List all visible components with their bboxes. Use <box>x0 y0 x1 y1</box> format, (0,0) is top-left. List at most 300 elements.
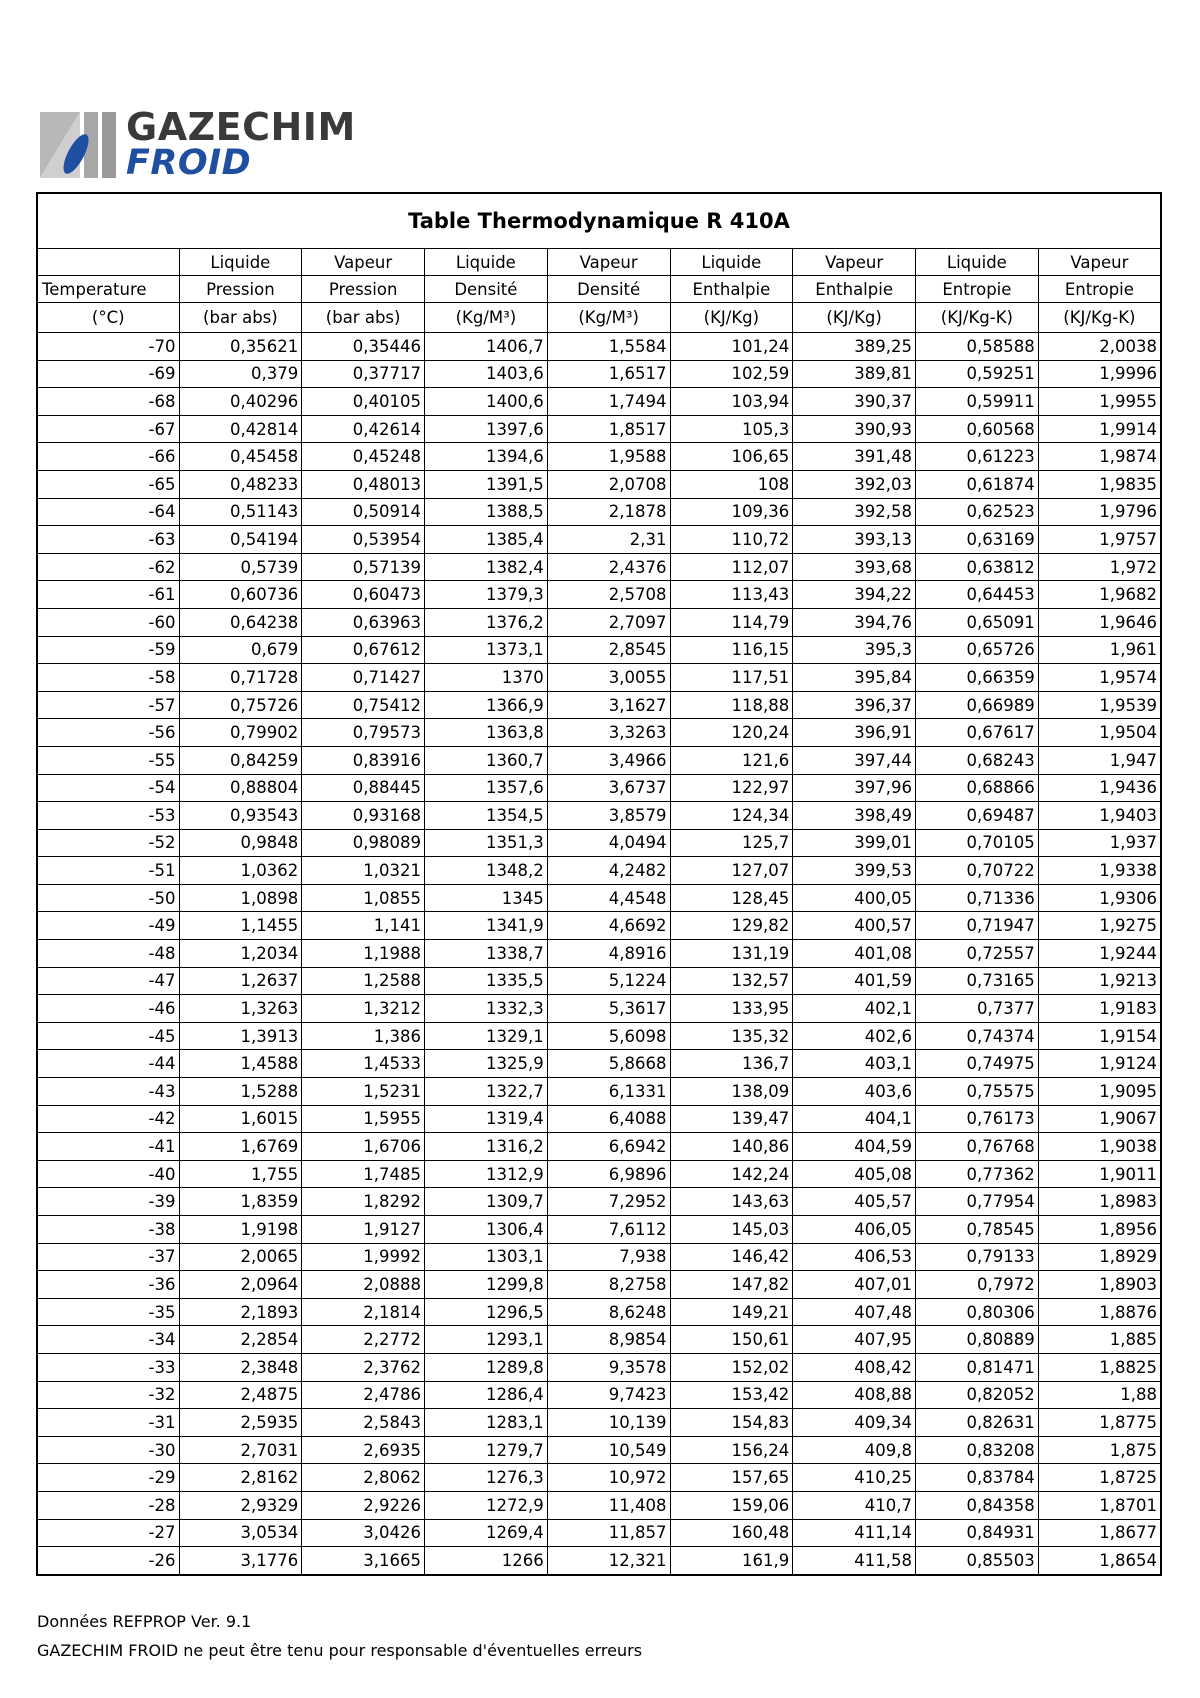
table-cell: -53 <box>37 802 179 830</box>
table-body <box>37 333 1161 1575</box>
header-cell: (KJ/Kg) <box>670 303 793 333</box>
table-cell: -41 <box>37 1133 179 1161</box>
header-cell: Densité <box>425 276 548 303</box>
table-cell: 0,75412 <box>302 691 425 719</box>
table-cell: 2,7097 <box>547 608 670 636</box>
table-cell: -29 <box>37 1464 179 1492</box>
table-cell: 2,5843 <box>302 1409 425 1437</box>
table-cell: 1,8725 <box>1038 1464 1161 1492</box>
table-cell: 12,321 <box>547 1547 670 1575</box>
table-cell: 152,02 <box>670 1353 793 1381</box>
table-cell: 0,83784 <box>916 1464 1039 1492</box>
table-cell: 1360,7 <box>425 746 548 774</box>
table-cell: 121,6 <box>670 746 793 774</box>
table-row <box>37 1160 1161 1188</box>
table-cell: -61 <box>37 581 179 609</box>
table-cell: 0,66359 <box>916 664 1039 692</box>
header-cell: Pression <box>302 276 425 303</box>
table-cell: 1,8654 <box>1038 1547 1161 1575</box>
table-cell: -65 <box>37 470 179 498</box>
header-cell: Liquide <box>179 249 302 276</box>
table-cell: 395,3 <box>793 636 916 664</box>
table-cell: 1406,7 <box>425 333 548 361</box>
table-cell: 5,6098 <box>547 1022 670 1050</box>
table-cell: 143,63 <box>670 1188 793 1216</box>
table-cell: -35 <box>37 1298 179 1326</box>
header-cell: (bar abs) <box>179 303 302 333</box>
table-cell: 2,8162 <box>179 1464 302 1492</box>
company-logo <box>40 106 356 182</box>
table-cell: 389,25 <box>793 333 916 361</box>
table-cell: 0,78545 <box>916 1216 1039 1244</box>
table-cell: -30 <box>37 1436 179 1464</box>
table-cell: 146,42 <box>670 1243 793 1271</box>
table-cell: 3,0534 <box>179 1519 302 1547</box>
table-cell: 1345 <box>425 884 548 912</box>
table-cell: 396,91 <box>793 719 916 747</box>
table-cell: 1,9338 <box>1038 857 1161 885</box>
table-cell: 1,8929 <box>1038 1243 1161 1271</box>
table-cell: 0,35446 <box>302 333 425 361</box>
table-title-row <box>37 193 1161 249</box>
table-cell: 1303,1 <box>425 1243 548 1271</box>
table-cell: 116,15 <box>670 636 793 664</box>
table-row <box>37 1022 1161 1050</box>
table-row <box>37 912 1161 940</box>
table-cell: 1332,3 <box>425 995 548 1023</box>
table-cell: 1,5584 <box>547 333 670 361</box>
table-cell: 1379,3 <box>425 581 548 609</box>
table-cell: 1,8956 <box>1038 1216 1161 1244</box>
header-cell: (Kg/M³) <box>547 303 670 333</box>
table-cell: 0,74975 <box>916 1050 1039 1078</box>
table-cell: 1,8983 <box>1038 1188 1161 1216</box>
table-row <box>37 581 1161 609</box>
table-row <box>37 553 1161 581</box>
table-cell: 1,0898 <box>179 884 302 912</box>
table-row <box>37 608 1161 636</box>
table-cell: 0,59251 <box>916 360 1039 388</box>
table-cell: 1400,6 <box>425 388 548 416</box>
table-row <box>37 802 1161 830</box>
table-cell: 1,5955 <box>302 1105 425 1133</box>
table-cell: 0,50914 <box>302 498 425 526</box>
table-cell: 397,96 <box>793 774 916 802</box>
table-cell: 0,79133 <box>916 1243 1039 1271</box>
disclaimer-note: GAZECHIM FROID ne peut être tenu pour responsable d'éventuelles erreurs <box>37 1641 643 1660</box>
table-cell: 0,5739 <box>179 553 302 581</box>
table-cell: 0,61223 <box>916 443 1039 471</box>
table-cell: 0,71427 <box>302 664 425 692</box>
table-cell: 2,0708 <box>547 470 670 498</box>
table-cell: 3,0055 <box>547 664 670 692</box>
table-cell: 112,07 <box>670 553 793 581</box>
table-cell: -27 <box>37 1519 179 1547</box>
table-cell: 102,59 <box>670 360 793 388</box>
table-cell: -26 <box>37 1547 179 1575</box>
table-cell: 1,9275 <box>1038 912 1161 940</box>
table-cell: 1,88 <box>1038 1381 1161 1409</box>
table-cell: 1306,4 <box>425 1216 548 1244</box>
table-cell: -44 <box>37 1050 179 1078</box>
table-cell: 110,72 <box>670 526 793 554</box>
table-cell: 0,80306 <box>916 1298 1039 1326</box>
table-cell: 0,71728 <box>179 664 302 692</box>
table-cell: 0,84259 <box>179 746 302 774</box>
table-row <box>37 1133 1161 1161</box>
table-cell: 399,53 <box>793 857 916 885</box>
table-cell: 399,01 <box>793 829 916 857</box>
table-cell: 1,0855 <box>302 884 425 912</box>
header-cell: (KJ/Kg-K) <box>916 303 1039 333</box>
table-cell: 0,75575 <box>916 1078 1039 1106</box>
header-cell: Entropie <box>1038 276 1161 303</box>
table-cell: 0,71947 <box>916 912 1039 940</box>
table-cell: -34 <box>37 1326 179 1354</box>
table-cell: 409,8 <box>793 1436 916 1464</box>
table-cell: 1,8903 <box>1038 1271 1161 1299</box>
header-row-units <box>37 303 1161 333</box>
header-cell: Enthalpie <box>793 276 916 303</box>
table-cell: 394,76 <box>793 608 916 636</box>
table-cell: 3,1665 <box>302 1547 425 1575</box>
table-cell: -62 <box>37 553 179 581</box>
table-row <box>37 498 1161 526</box>
table-cell: -69 <box>37 360 179 388</box>
table-cell: -58 <box>37 664 179 692</box>
table-cell: 1,9306 <box>1038 884 1161 912</box>
table-cell: 0,57139 <box>302 553 425 581</box>
table-cell: 1,3263 <box>179 995 302 1023</box>
table-cell: 1,9154 <box>1038 1022 1161 1050</box>
table-cell: 1329,1 <box>425 1022 548 1050</box>
table-cell: 1299,8 <box>425 1271 548 1299</box>
table-cell: 410,7 <box>793 1491 916 1519</box>
table-cell: -64 <box>37 498 179 526</box>
table-cell: 1,9955 <box>1038 388 1161 416</box>
table-cell: 1335,5 <box>425 967 548 995</box>
table-cell: 105,3 <box>670 415 793 443</box>
table-cell: 118,88 <box>670 691 793 719</box>
table-cell: 0,679 <box>179 636 302 664</box>
table-cell: 1388,5 <box>425 498 548 526</box>
table-cell: 8,9854 <box>547 1326 670 1354</box>
table-row <box>37 829 1161 857</box>
table-row <box>37 1381 1161 1409</box>
table-cell: 406,53 <box>793 1243 916 1271</box>
header-cell: (Kg/M³) <box>425 303 548 333</box>
table-cell: 1,9992 <box>302 1243 425 1271</box>
table-cell: 0,54194 <box>179 526 302 554</box>
table-cell: 127,07 <box>670 857 793 885</box>
table-cell: 0,70722 <box>916 857 1039 885</box>
table-cell: 1,6706 <box>302 1133 425 1161</box>
table-cell: 1,8292 <box>302 1188 425 1216</box>
table-cell: 1348,2 <box>425 857 548 885</box>
table-cell: 0,7972 <box>916 1271 1039 1299</box>
table-cell: -67 <box>37 415 179 443</box>
table-cell: 0,65091 <box>916 608 1039 636</box>
table-cell: -48 <box>37 940 179 968</box>
table-cell: 2,4875 <box>179 1381 302 1409</box>
table-cell: 0,81471 <box>916 1353 1039 1381</box>
table-cell: 1,9403 <box>1038 802 1161 830</box>
table-cell: 156,24 <box>670 1436 793 1464</box>
table-cell: 405,57 <box>793 1188 916 1216</box>
table-cell: 1391,5 <box>425 470 548 498</box>
header-cell: (bar abs) <box>302 303 425 333</box>
table-row <box>37 1078 1161 1106</box>
table-row <box>37 1519 1161 1547</box>
table-cell: 1,8775 <box>1038 1409 1161 1437</box>
table-cell: -40 <box>37 1160 179 1188</box>
table-cell: 1,4533 <box>302 1050 425 1078</box>
table-cell: 3,0426 <box>302 1519 425 1547</box>
table-cell: 132,57 <box>670 967 793 995</box>
table-cell: 11,857 <box>547 1519 670 1547</box>
table-cell: 1,9213 <box>1038 967 1161 995</box>
table-cell: 2,5708 <box>547 581 670 609</box>
table-row <box>37 691 1161 719</box>
table-cell: 2,9226 <box>302 1491 425 1519</box>
table-row <box>37 1050 1161 1078</box>
table-cell: 1,9038 <box>1038 1133 1161 1161</box>
table-cell: 1,961 <box>1038 636 1161 664</box>
table-cell: 407,48 <box>793 1298 916 1326</box>
table-row <box>37 884 1161 912</box>
table-cell: 2,0038 <box>1038 333 1161 361</box>
table-cell: 0,85503 <box>916 1547 1039 1575</box>
table-cell: 394,22 <box>793 581 916 609</box>
table-cell: 0,61874 <box>916 470 1039 498</box>
table-cell: -47 <box>37 967 179 995</box>
table-cell: 1366,9 <box>425 691 548 719</box>
table-cell: 1,885 <box>1038 1326 1161 1354</box>
table-cell: 8,6248 <box>547 1298 670 1326</box>
table-cell: 393,68 <box>793 553 916 581</box>
table-cell: 135,32 <box>670 1022 793 1050</box>
table-cell: 109,36 <box>670 498 793 526</box>
table-cell: 3,6737 <box>547 774 670 802</box>
table-cell: 1,4588 <box>179 1050 302 1078</box>
table-row <box>37 774 1161 802</box>
table-cell: 1,0321 <box>302 857 425 885</box>
table-cell: 400,05 <box>793 884 916 912</box>
table-cell: 1385,4 <box>425 526 548 554</box>
table-row <box>37 967 1161 995</box>
table-cell: 136,7 <box>670 1050 793 1078</box>
table-cell: 1,9504 <box>1038 719 1161 747</box>
table-cell: 2,0888 <box>302 1271 425 1299</box>
table-cell: 397,44 <box>793 746 916 774</box>
table-cell: 3,1627 <box>547 691 670 719</box>
table-cell: 1,7494 <box>547 388 670 416</box>
table-cell: 1341,9 <box>425 912 548 940</box>
table-cell: 7,6112 <box>547 1216 670 1244</box>
header-row-phase <box>37 249 1161 276</box>
header-cell: Enthalpie <box>670 276 793 303</box>
table-row <box>37 1409 1161 1437</box>
table-cell: 1403,6 <box>425 360 548 388</box>
table-cell: 142,24 <box>670 1160 793 1188</box>
table-cell: 6,9896 <box>547 1160 670 1188</box>
table-cell: 389,81 <box>793 360 916 388</box>
table-cell: 1363,8 <box>425 719 548 747</box>
table-cell: 1,9095 <box>1038 1078 1161 1106</box>
table-cell: -33 <box>37 1353 179 1381</box>
table-cell: 0,84358 <box>916 1491 1039 1519</box>
table-cell: 1,9914 <box>1038 415 1161 443</box>
table-cell: 139,47 <box>670 1105 793 1133</box>
header-cell: Densité <box>547 276 670 303</box>
table-cell: -68 <box>37 388 179 416</box>
table-cell: 1,8359 <box>179 1188 302 1216</box>
table-cell: 10,549 <box>547 1436 670 1464</box>
table-cell: 1289,8 <box>425 1353 548 1381</box>
table-cell: 1,9127 <box>302 1216 425 1244</box>
table-cell: 1316,2 <box>425 1133 548 1161</box>
table-cell: 400,57 <box>793 912 916 940</box>
table-cell: 145,03 <box>670 1216 793 1244</box>
table-cell: -54 <box>37 774 179 802</box>
table-cell: 0,77954 <box>916 1188 1039 1216</box>
header-cell: (KJ/Kg-K) <box>1038 303 1161 333</box>
table-cell: 1,1455 <box>179 912 302 940</box>
table-cell: 161,9 <box>670 1547 793 1575</box>
table-cell: 392,03 <box>793 470 916 498</box>
table-cell: 0,88804 <box>179 774 302 802</box>
table-row <box>37 1353 1161 1381</box>
table-cell: 0,60473 <box>302 581 425 609</box>
table-row <box>37 940 1161 968</box>
header-cell: Pression <box>179 276 302 303</box>
table-row <box>37 746 1161 774</box>
table-cell: -66 <box>37 443 179 471</box>
table-cell: 128,45 <box>670 884 793 912</box>
header-cell: Vapeur <box>1038 249 1161 276</box>
table-cell: 1,9067 <box>1038 1105 1161 1133</box>
table-cell: 1,8517 <box>547 415 670 443</box>
table-cell: 1279,7 <box>425 1436 548 1464</box>
table-cell: 406,05 <box>793 1216 916 1244</box>
table-cell: 5,3617 <box>547 995 670 1023</box>
table-cell: 1,9539 <box>1038 691 1161 719</box>
table-cell: 390,37 <box>793 388 916 416</box>
table-cell: -45 <box>37 1022 179 1050</box>
table-cell: 3,4966 <box>547 746 670 774</box>
table-cell: 0,63812 <box>916 553 1039 581</box>
table-cell: 0,51143 <box>179 498 302 526</box>
table-cell: 0,84931 <box>916 1519 1039 1547</box>
table-cell: 1,6015 <box>179 1105 302 1133</box>
table-row <box>37 1491 1161 1519</box>
table-cell: 1,9996 <box>1038 360 1161 388</box>
table-cell: -37 <box>37 1243 179 1271</box>
table-cell: 1376,2 <box>425 608 548 636</box>
table-cell: 404,1 <box>793 1105 916 1133</box>
table-cell: 6,6942 <box>547 1133 670 1161</box>
table-row <box>37 526 1161 554</box>
table-cell: 0,88445 <box>302 774 425 802</box>
table-row <box>37 1547 1161 1575</box>
table-row <box>37 443 1161 471</box>
table-cell: 1373,1 <box>425 636 548 664</box>
table-cell: 1,9574 <box>1038 664 1161 692</box>
table-cell: 0,42814 <box>179 415 302 443</box>
table-cell: 0,75726 <box>179 691 302 719</box>
table-cell: 1,3913 <box>179 1022 302 1050</box>
table-cell: 7,2952 <box>547 1188 670 1216</box>
table-cell: 0,93543 <box>179 802 302 830</box>
table-cell: 2,7031 <box>179 1436 302 1464</box>
header-cell: Liquide <box>916 249 1039 276</box>
table-cell: 3,1776 <box>179 1547 302 1575</box>
table-cell: 404,59 <box>793 1133 916 1161</box>
header-cell: Vapeur <box>547 249 670 276</box>
table-cell: 1276,3 <box>425 1464 548 1492</box>
table-cell: 0,93168 <box>302 802 425 830</box>
table-cell: 2,3762 <box>302 1353 425 1381</box>
table-cell: 410,25 <box>793 1464 916 1492</box>
table-cell: -49 <box>37 912 179 940</box>
table-cell: 3,3263 <box>547 719 670 747</box>
table-cell: 1325,9 <box>425 1050 548 1078</box>
table-cell: -46 <box>37 995 179 1023</box>
table-cell: 0,42614 <box>302 415 425 443</box>
table-cell: 8,2758 <box>547 1271 670 1299</box>
table-cell: 11,408 <box>547 1491 670 1519</box>
table-cell: 131,19 <box>670 940 793 968</box>
table-cell: 0,83916 <box>302 746 425 774</box>
table-row <box>37 719 1161 747</box>
table-cell: 403,6 <box>793 1078 916 1106</box>
table-cell: 140,86 <box>670 1133 793 1161</box>
table-cell: 4,8916 <box>547 940 670 968</box>
table-cell: 1,937 <box>1038 829 1161 857</box>
table-cell: 402,1 <box>793 995 916 1023</box>
header-cell: Entropie <box>916 276 1039 303</box>
table-cell: 1,7485 <box>302 1160 425 1188</box>
table-row <box>37 664 1161 692</box>
table-row <box>37 1105 1161 1133</box>
table-cell: 10,972 <box>547 1464 670 1492</box>
table-cell: 0,58588 <box>916 333 1039 361</box>
table-cell: 1,9682 <box>1038 581 1161 609</box>
table-cell: 407,95 <box>793 1326 916 1354</box>
table-cell: 396,37 <box>793 691 916 719</box>
table-cell: 1296,5 <box>425 1298 548 1326</box>
table-cell: 0,82631 <box>916 1409 1039 1437</box>
table-cell: 1312,9 <box>425 1160 548 1188</box>
table-cell: 1394,6 <box>425 443 548 471</box>
table-cell: 398,49 <box>793 802 916 830</box>
table-cell: 1272,9 <box>425 1491 548 1519</box>
table-cell: 1,2588 <box>302 967 425 995</box>
table-cell: 0,71336 <box>916 884 1039 912</box>
header-cell: (KJ/Kg) <box>793 303 916 333</box>
table-cell: 103,94 <box>670 388 793 416</box>
table-cell: 159,06 <box>670 1491 793 1519</box>
table-cell: 407,01 <box>793 1271 916 1299</box>
table-cell: 401,59 <box>793 967 916 995</box>
table-cell: 2,2772 <box>302 1326 425 1354</box>
table-cell: 1,2637 <box>179 967 302 995</box>
table-cell: 1,1988 <box>302 940 425 968</box>
table-cell: 1269,4 <box>425 1519 548 1547</box>
table-cell: 0,64238 <box>179 608 302 636</box>
table-cell: 1,947 <box>1038 746 1161 774</box>
table-cell: 4,0494 <box>547 829 670 857</box>
